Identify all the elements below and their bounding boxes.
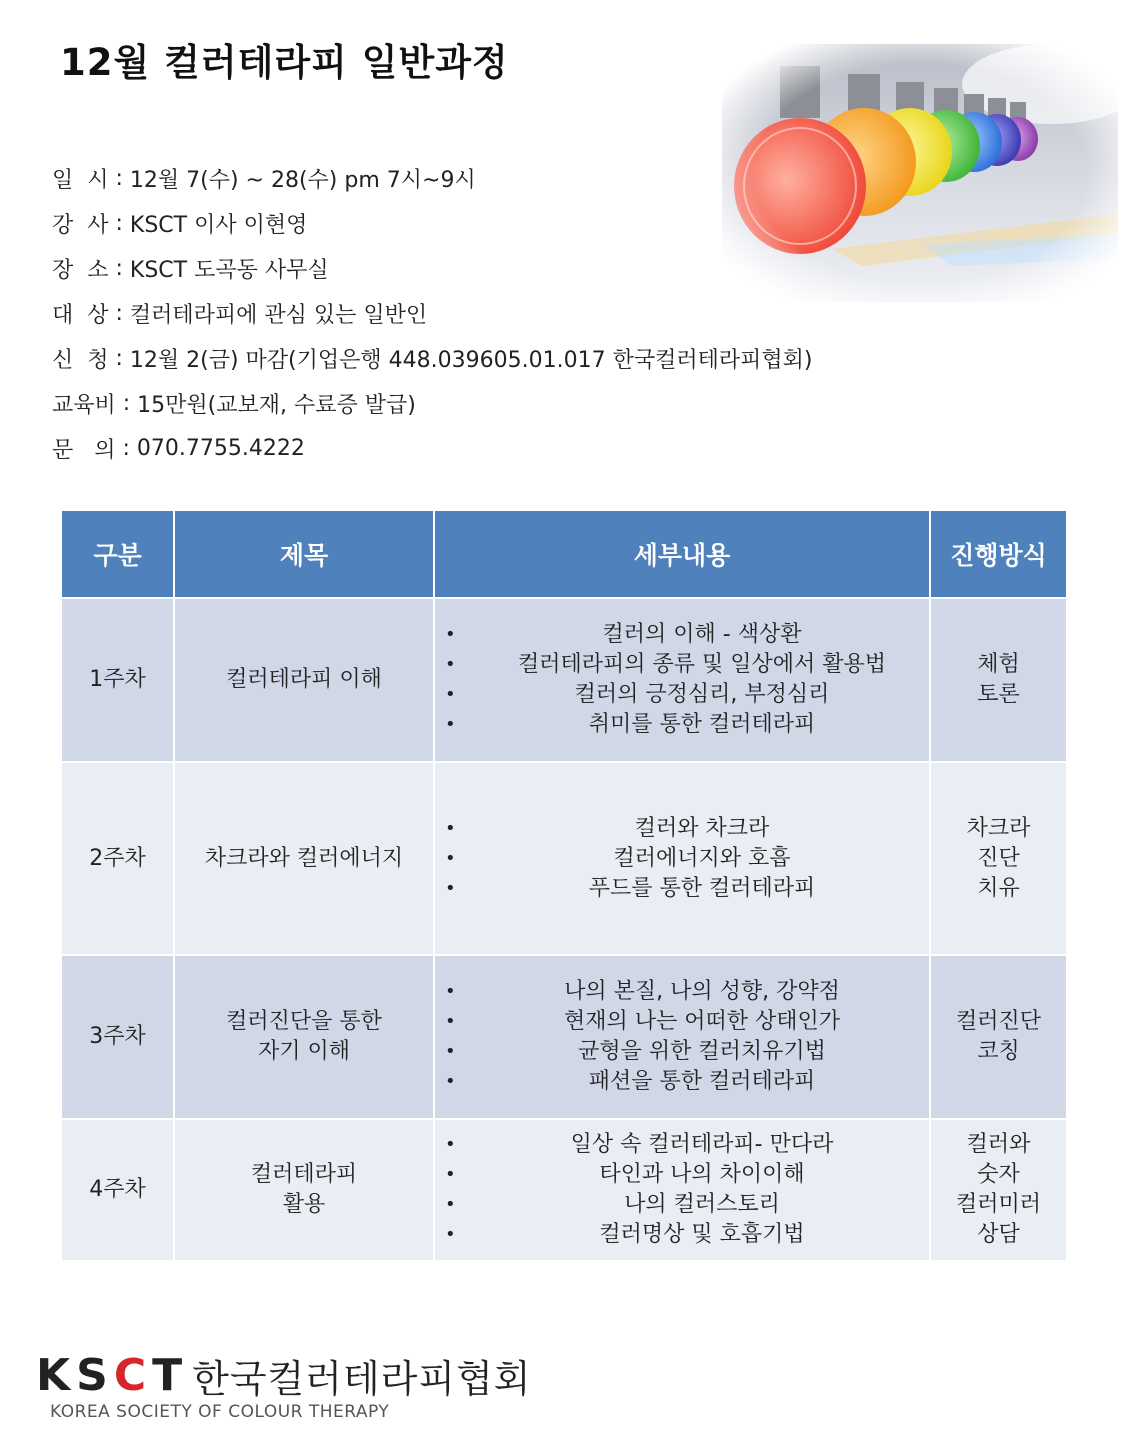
list-item: • 컬러테라피의 종류 및 일상에서 활용법 [475, 650, 929, 680]
method-cell [930, 598, 1067, 762]
method-line: 숫자 [977, 1162, 1020, 1187]
details-list [435, 814, 929, 904]
logo-english-name: KOREA SOCIETY OF COLOUR THERAPY [50, 1402, 390, 1422]
info-value: 컬러테라피에 관심 있는 일반인 [129, 303, 428, 328]
title-cell [174, 955, 434, 1119]
info-row-fee: 교육비 : 15만원(교보재, 수료증 발급) [52, 381, 912, 426]
title-line: 컬러테라피 이해 [226, 667, 382, 692]
info-row-target: 대 상 : 컬러테라피에 관심 있는 일반인 [52, 291, 912, 336]
method-line: 치유 [977, 875, 1020, 901]
header-week: 구분 [61, 510, 174, 598]
header-method: 진행방식 [930, 510, 1067, 598]
table-row [61, 762, 1067, 955]
details-list [435, 1130, 929, 1250]
details-cell [434, 762, 930, 955]
info-row-contact: 문 의 : 070.7755.4222 [52, 426, 912, 471]
method-cell [930, 1119, 1067, 1261]
method-line: 상담 [977, 1222, 1020, 1247]
details-cell [434, 1119, 930, 1261]
info-label: 대 상 [52, 303, 109, 328]
logo-mark: KSCT [36, 1350, 189, 1401]
schedule-table [60, 509, 1068, 1262]
list-item: • 패션을 통한 컬러테라피 [475, 1067, 929, 1097]
method-line: 토론 [977, 682, 1020, 707]
list-item: • 나의 본질, 나의 성향, 강약점 [475, 977, 929, 1007]
method-cell [930, 762, 1067, 955]
title-line: 활용 [282, 1192, 326, 1217]
week-cell: 4주차 [61, 1119, 174, 1261]
details-list [435, 977, 929, 1097]
list-item: • 일상 속 컬러테라피- 만다라 [475, 1130, 929, 1160]
info-label: 일 시 [52, 168, 109, 193]
method-line: 컬러미러 [955, 1192, 1041, 1217]
details-list [435, 620, 929, 740]
info-value: 070.7755.4222 [136, 436, 305, 461]
method-line: 체험 [977, 652, 1020, 677]
list-item: • 나의 컬러스토리 [475, 1190, 929, 1220]
list-item: • 컬러의 긍정심리, 부정심리 [475, 680, 929, 710]
list-item: • 컬러와 차크라 [475, 814, 929, 844]
info-label: 강 사 [52, 213, 109, 238]
info-label: 장 소 [52, 258, 109, 283]
ksct-logo [36, 1348, 532, 1422]
info-row-location: 장 소 : KSCT 도곡동 사무실 [52, 246, 912, 291]
info-value: 12월 7(수) ~ 28(수) pm 7시~9시 [129, 168, 476, 193]
header-title: 제목 [174, 510, 434, 598]
method-line: 진단 [977, 845, 1020, 871]
table-row [61, 598, 1067, 762]
title-cell [174, 1119, 434, 1261]
info-row-date: 일 시 : 12월 7(수) ~ 28(수) pm 7시~9시 [52, 156, 912, 201]
method-cell [930, 955, 1067, 1119]
info-value: 12월 2(금) 마감(기업은행 448.039605.01.017 한국컬러테라피협회) [129, 348, 813, 373]
info-row-application: 신 청 : 12월 2(금) 마감(기업은행 448.039605.01.017 한국컬러테라피협회) [52, 336, 912, 381]
info-label: 교육비 [52, 393, 116, 418]
header-details: 세부내용 [434, 510, 930, 598]
list-item: • 균형을 위한 컬러치유기법 [475, 1037, 929, 1067]
list-item: • 컬러명상 및 호흡기법 [475, 1220, 929, 1250]
method-line: 차크라 [966, 815, 1031, 841]
title-line: 컬러진단을 통한 [226, 1009, 382, 1034]
table-header-row [61, 510, 1067, 598]
info-value: KSCT 이사 이현영 [129, 213, 308, 238]
table-row [61, 1119, 1067, 1261]
title-line: 차크라와 컬러에너지 [204, 845, 404, 871]
list-item: • 컬러에너지와 호흡 [475, 844, 929, 874]
page-title: 12월 컬러테라피 일반과정 [60, 41, 509, 84]
table-row [61, 955, 1067, 1119]
info-row-instructor: 강 사 : KSCT 이사 이현영 [52, 201, 912, 246]
method-line: 코칭 [977, 1039, 1020, 1064]
logo-korean-name: 한국컬러테라피협회 [192, 1357, 532, 1401]
info-label: 신 청 [52, 348, 109, 373]
list-item: • 컬러의 이해 - 색상환 [475, 620, 929, 650]
info-value: 15만원(교보재, 수료증 발급) [137, 393, 416, 418]
title-cell [174, 762, 434, 955]
list-item: • 푸드를 통한 컬러테라피 [475, 874, 929, 904]
title-line: 자기 이해 [257, 1039, 350, 1064]
list-item: • 현재의 나는 어떠한 상태인가 [475, 1007, 929, 1037]
week-cell: 2주차 [61, 762, 174, 955]
title-cell [174, 598, 434, 762]
list-item: • 취미를 통한 컬러테라피 [475, 710, 929, 740]
course-info [52, 156, 912, 471]
week-cell: 1주차 [61, 598, 174, 762]
info-label: 문 의 [52, 438, 116, 463]
method-line: 컬러진단 [955, 1009, 1041, 1034]
list-item: • 타인과 나의 차이이해 [475, 1160, 929, 1190]
method-line: 컬러와 [966, 1132, 1031, 1157]
details-cell [434, 598, 930, 762]
details-cell [434, 955, 930, 1119]
info-value: KSCT 도곡동 사무실 [129, 258, 329, 283]
title-line: 컬러테라피 [250, 1162, 358, 1187]
week-cell: 3주차 [61, 955, 174, 1119]
